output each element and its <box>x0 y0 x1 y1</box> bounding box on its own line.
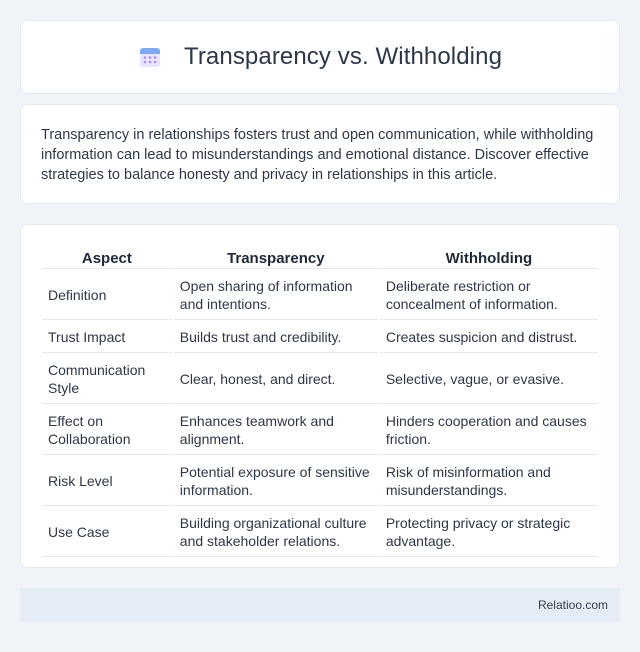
footer <box>20 588 620 622</box>
table-row <box>42 406 598 455</box>
table-header-row <box>42 247 598 269</box>
page-title: Transparency vs. Withholding <box>183 43 503 70</box>
transparency-cell: Clear, honest, and direct. <box>174 355 378 404</box>
transparency-cell: Open sharing of information and intentions. <box>174 271 378 320</box>
aspect-cell: Definition <box>42 271 172 320</box>
intro-card <box>20 104 620 204</box>
withholding-cell: Risk of misinformation and misunderstandings. <box>380 457 598 506</box>
calendar-icon <box>138 45 162 69</box>
withholding-cell: Creates suspicion and distrust. <box>380 322 598 353</box>
table-row <box>42 271 598 320</box>
table-row <box>42 457 598 506</box>
column-header-transparency: Transparency <box>174 247 378 269</box>
footer-brand: Relatioo.com <box>537 598 608 612</box>
column-header-aspect: Aspect <box>42 247 172 269</box>
aspect-cell: Use Case <box>42 508 172 557</box>
transparency-cell: Enhances teamwork and alignment. <box>174 406 378 455</box>
withholding-cell: Protecting privacy or strategic advantage. <box>380 508 598 557</box>
header <box>138 43 502 71</box>
withholding-cell: Selective, vague, or evasive. <box>380 355 598 404</box>
aspect-cell: Trust Impact <box>42 322 172 353</box>
comparison-table <box>40 245 600 559</box>
withholding-cell: Deliberate restriction or concealment of information. <box>380 271 598 320</box>
transparency-cell: Potential exposure of sensitive information. <box>174 457 378 506</box>
header-card <box>20 20 620 94</box>
transparency-cell: Building organizational culture and stakeholder relations. <box>174 508 378 557</box>
table-row <box>42 508 598 557</box>
aspect-cell: Risk Level <box>42 457 172 506</box>
transparency-cell: Builds trust and credibility. <box>174 322 378 353</box>
comparison-card <box>20 224 620 568</box>
withholding-cell: Hinders cooperation and causes friction. <box>380 406 598 455</box>
aspect-cell: Communication Style <box>42 355 172 404</box>
aspect-cell: Effect on Collaboration <box>42 406 172 455</box>
intro-text: Transparency in relationships fosters trust and open communication, while withholding information can lead to misunderstandings and emotional distance. Discover effective strategies to balance honesty and privacy in relationships in this article. <box>41 127 594 183</box>
table-row <box>42 322 598 353</box>
column-header-withholding: Withholding <box>380 247 598 269</box>
table-row <box>42 355 598 404</box>
